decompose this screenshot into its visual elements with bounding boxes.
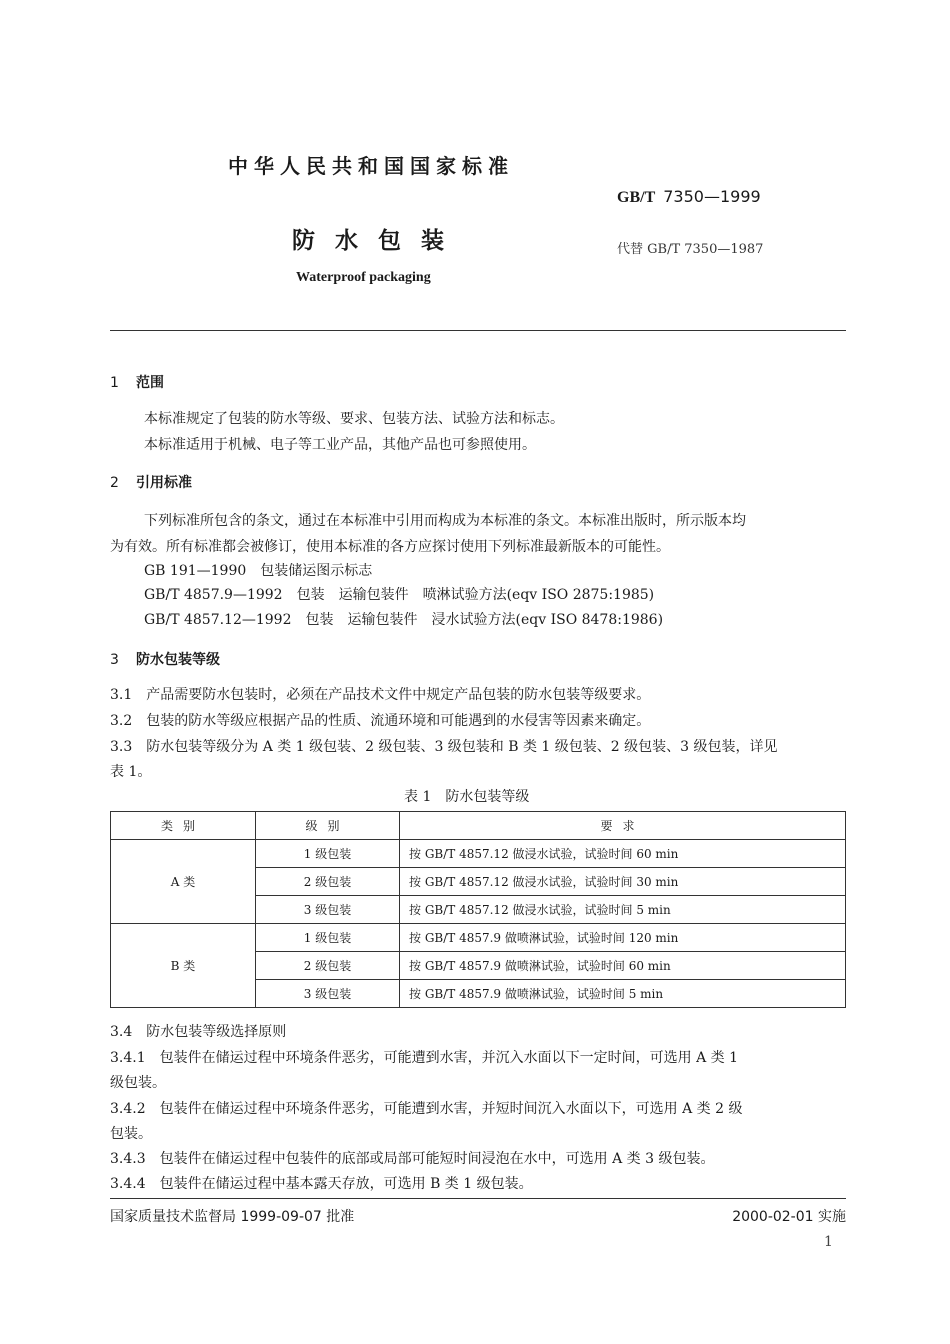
section-number: 2 bbox=[110, 475, 119, 491]
table-caption: 表 1 防水包装等级 bbox=[404, 789, 530, 805]
requirement-cell: 按 GB/T 4857.12 做浸水试验，试验时间 30 min bbox=[400, 868, 846, 896]
issue-approval: 国家质量技术监督局 1999-09-07 批准 bbox=[110, 1209, 355, 1225]
table-row bbox=[111, 840, 846, 868]
clause-3-4-4: 3.4.4 包装件在储运过程中基本露天存放，可选用 B 类 1 级包装。 bbox=[110, 1176, 533, 1192]
clause-3-2: 3.2 包装的防水等级应根据产品的性质、流通环境和可能遇到的水侵害等因素来确定。 bbox=[110, 713, 651, 729]
standard-code bbox=[617, 187, 761, 207]
section-title: 范围 bbox=[136, 375, 164, 391]
clause-3-4-3: 3.4.3 包装件在储运过程中包装件的底部或局部可能短时间浸泡在水中，可选用 A 类 3 级包装。 bbox=[110, 1151, 715, 1167]
section-2-heading bbox=[110, 472, 192, 492]
table-row bbox=[111, 924, 846, 952]
section-number: 3 bbox=[110, 652, 119, 668]
clause-3-3-line-1: 3.3 防水包装等级分为 A 类 1 级包装、2 级包装、3 级包装和 B 类 1 级包装、2 级包装、3 级包装，详见 bbox=[110, 739, 778, 755]
level-cell: 2 级包装 bbox=[256, 952, 400, 980]
waterproof-grade-table bbox=[110, 811, 846, 1008]
requirement-cell: 按 GB/T 4857.9 做喷淋试验，试验时间 120 min bbox=[400, 924, 846, 952]
standard-code-number: 7350—1999 bbox=[663, 187, 761, 206]
effective-date: 2000-02-01 实施 bbox=[732, 1209, 846, 1225]
document-title: 防水包装 bbox=[292, 228, 464, 254]
reference-standard-3: GB/T 4857.12—1992 包装 运输包装件 浸水试验方法(eqv ISO 8478:1986) bbox=[144, 612, 664, 628]
level-cell: 1 级包装 bbox=[256, 924, 400, 952]
section-1-heading bbox=[110, 372, 164, 392]
category-cell: B 类 bbox=[111, 924, 256, 1008]
standard-code-prefix: GB/T bbox=[617, 189, 656, 206]
section-1-paragraph-1: 本标准规定了包装的防水等级、要求、包装方法、试验方法和标志。 bbox=[144, 411, 564, 427]
section-1-paragraph-2: 本标准适用于机械、电子等工业产品，其他产品也可参照使用。 bbox=[144, 437, 536, 453]
reference-standard-2: GB/T 4857.9—1992 包装 运输包装件 喷淋试验方法(eqv ISO 2875:1985) bbox=[144, 587, 655, 603]
level-cell: 1 级包装 bbox=[256, 840, 400, 868]
table-header-row bbox=[111, 812, 846, 840]
section-2-paragraph-line-1: 下列标准所包含的条文，通过在本标准中引用而构成为本标准的条文。本标准出版时，所示版本均 bbox=[144, 513, 746, 529]
clause-3-4: 3.4 防水包装等级选择原则 bbox=[110, 1024, 287, 1040]
clause-3-3-line-2: 表 1。 bbox=[110, 764, 152, 780]
clause-3-4-1-line-2: 级包装。 bbox=[110, 1075, 166, 1091]
requirement-cell: 按 GB/T 4857.9 做喷淋试验，试验时间 60 min bbox=[400, 952, 846, 980]
clause-3-1: 3.1 产品需要防水包装时，必须在产品技术文件中规定产品包装的防水包装等级要求。 bbox=[110, 687, 651, 703]
section-2-paragraph-line-2: 为有效。所有标准都会被修订，使用本标准的各方应探讨使用下列标准最新版本的可能性。 bbox=[110, 539, 670, 555]
section-3-heading bbox=[110, 649, 220, 669]
category-cell: A 类 bbox=[111, 840, 256, 924]
level-cell: 3 级包装 bbox=[256, 980, 400, 1008]
clause-3-4-2-line-1: 3.4.2 包装件在储运过程中环境条件恶劣，可能遭到水害，并短时间沉入水面以下，可选用 A 类 2 级 bbox=[110, 1101, 743, 1117]
requirement-cell: 按 GB/T 4857.9 做喷淋试验，试验时间 5 min bbox=[400, 980, 846, 1008]
section-title: 引用标准 bbox=[136, 475, 192, 491]
level-cell: 3 级包装 bbox=[256, 896, 400, 924]
footer-divider bbox=[110, 1198, 846, 1199]
header-divider bbox=[110, 330, 846, 331]
page-number: 1 bbox=[824, 1234, 833, 1250]
header-requirement: 要求 bbox=[400, 812, 846, 840]
level-cell: 2 级包装 bbox=[256, 868, 400, 896]
header-level: 级别 bbox=[256, 812, 400, 840]
section-number: 1 bbox=[110, 375, 119, 391]
requirement-cell: 按 GB/T 4857.12 做浸水试验，试验时间 60 min bbox=[400, 840, 846, 868]
section-title: 防水包装等级 bbox=[136, 652, 220, 668]
clause-3-4-2-line-2: 包装。 bbox=[110, 1126, 152, 1142]
requirement-cell: 按 GB/T 4857.12 做浸水试验，试验时间 5 min bbox=[400, 896, 846, 924]
reference-standard-1: GB 191—1990 包装储运图示标志 bbox=[144, 563, 373, 579]
document-title-english: Waterproof packaging bbox=[296, 270, 431, 285]
header-category: 类别 bbox=[111, 812, 256, 840]
national-standard-title: 中华人民共和国国家标准 bbox=[228, 154, 514, 178]
replaces-note: 代替 GB/T 7350—1987 bbox=[617, 242, 764, 257]
clause-3-4-1-line-1: 3.4.1 包装件在储运过程中环境条件恶劣，可能遭到水害，并沉入水面以下一定时间，可选用 A 类 1 bbox=[110, 1050, 738, 1066]
